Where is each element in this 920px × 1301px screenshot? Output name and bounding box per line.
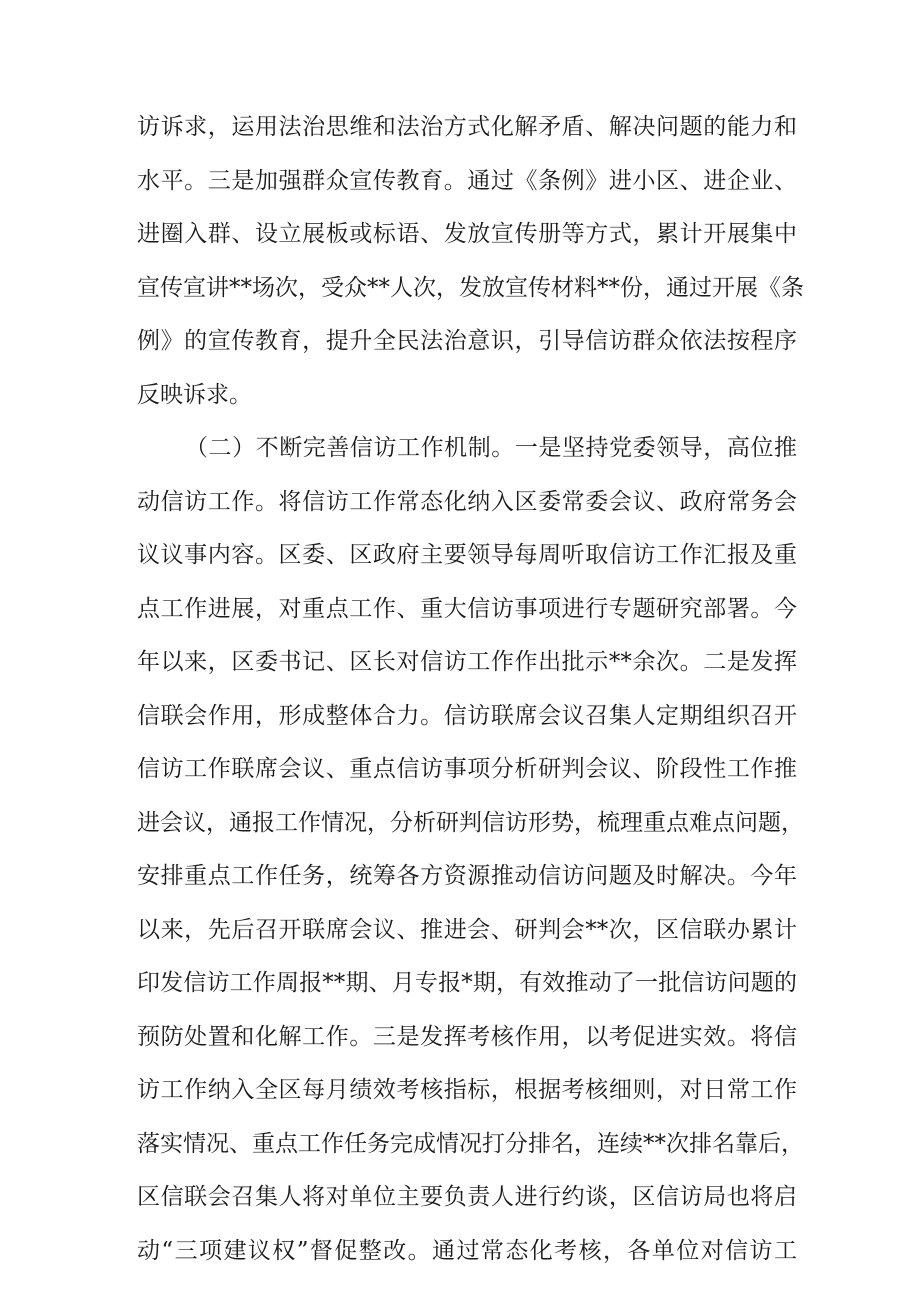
section-heading-line: （二）不断完善信访工作机制。一是坚持党委领导，高位推 [185, 435, 797, 461]
text-line-5: 例》的宣传教育，提升全民法治意识，引导信访群众依法按程序 [137, 328, 797, 354]
text-line-19: 访工作纳入全区每月绩效考核指标，根据考核细则，对日常工作 [137, 1077, 797, 1103]
text-line-18: 预防处置和化解工作。三是发挥考核作用，以考促进实效。将信 [137, 1024, 797, 1050]
text-line-13: 信访工作联席会议、重点信访事项分析研判会议、阶段性工作推 [137, 756, 797, 782]
text-line-20: 落实情况、重点工作任务完成情况打分排名，连续**次排名靠后， [137, 1131, 804, 1157]
text-line-4: 宣传宣讲**场次，受众**人次，发放宣传材料**份，通过开展《条 [137, 275, 804, 301]
text-line-17: 印发信访工作周报**期、月专报*期，有效推动了一批信访问题的 [137, 970, 797, 996]
text-line-8: 动信访工作。将信访工作常态化纳入区委常委会议、政府常务会 [137, 489, 797, 515]
text-line-15: 安排重点工作任务，统筹各方资源推动信访问题及时解决。今年 [137, 863, 797, 889]
text-line-21: 区信联会召集人将对单位主要负责人进行约谈，区信访局也将启 [137, 1184, 797, 1210]
text-line-2: 水平。三是加强群众宣传教育。通过《条例》进小区、进企业、 [137, 168, 797, 194]
text-line-1: 访诉求，运用法治思维和法治方式化解矛盾、解决问题的能力和 [137, 114, 797, 140]
text-line-16: 以来，先后召开联席会议、推进会、研判会**次，区信联办累计 [137, 917, 797, 943]
text-line-14: 进会议，通报工作情况，分析研判信访形势，梳理重点难点问题， [137, 810, 804, 836]
text-line-12: 信联会作用，形成整体合力。信访联席会议召集人定期组织召开 [137, 703, 797, 729]
text-line-22: 动“三项建议权”督促整改。通过常态化考核，各单位对信访工 [137, 1238, 797, 1264]
text-line-3: 进圈入群、设立展板或标语、发放宣传册等方式，累计开展集中 [137, 221, 797, 247]
text-line-11: 年以来，区委书记、区长对信访工作作出批示**余次。二是发挥 [137, 649, 797, 675]
text-line-6: 反映诉求。 [137, 382, 252, 408]
text-line-10: 点工作进展，对重点工作、重大信访事项进行专题研究部署。今 [137, 596, 797, 622]
text-line-9: 议议事内容。区委、区政府主要领导每周听取信访工作汇报及重 [137, 542, 797, 568]
